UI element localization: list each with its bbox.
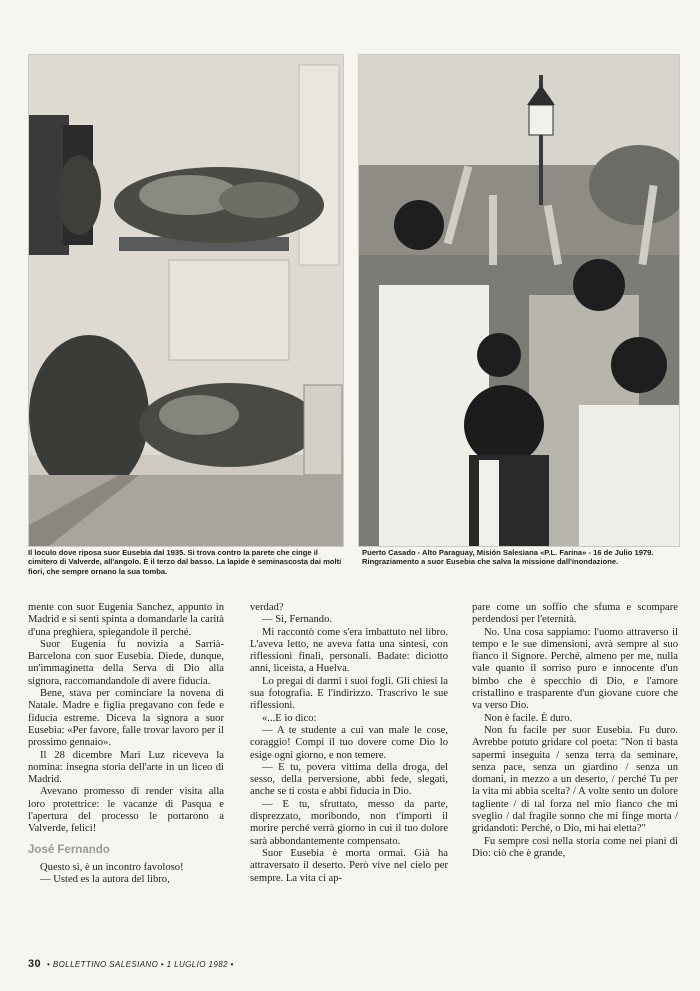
paragraph: Questo sì, è un incontro favoloso! (40, 861, 184, 873)
paragraph: Suor Eugenia fu novizia a Sarrià-Barcelona con suor Eusebia. Diede, dunque, un'immaginetta della Serva di Dio alla signora, raccomandandole di avere fiducia. (28, 638, 224, 687)
publication-line: • BOLLETTINO SALESIANO • 1 LUGLIO 1982 • (47, 960, 234, 969)
paragraph: — E tu, povera vittima della droga, del sesso, della perversione, abbi fede, slegati, anche se ti costa e abbi fiducia in Dio. (250, 761, 448, 798)
caption-mission-text: Ringraziamento a suor Eusebia che salva la missione dall'inondazione. (362, 557, 619, 567)
paragraph: Fu sempre così nella storia come nei piani di Dio: ciò che è grande, (472, 835, 678, 859)
crowd-photo-illustration (359, 55, 679, 546)
tomb-photo-illustration (29, 55, 343, 546)
paragraph: Non è facile. È duro. (484, 712, 573, 724)
paragraph: — Usted es la autora del libro, (40, 874, 170, 886)
paragraph: mente con suor Eugenia Sanchez, appunto in Madrid e si sentì spinta a domandarle la carità d'una preghiera, spiegandole il perché. (28, 602, 224, 638)
paragraph: verdad? (250, 602, 284, 613)
paragraph: — E tu, sfruttato, messo da parte, disprezzato, moribondo, non t'importi il morire perché verrà giorno in cui il tuo dolore sarà abbondantemente compensato. (250, 798, 448, 847)
paragraph: pare come un soffio che sfuma e scompare perdendosi per l'eternità. (472, 602, 678, 626)
article-column-1 (28, 602, 224, 956)
paragraph: «...E io dico: (262, 712, 317, 724)
caption-tomb (28, 548, 342, 576)
caption-mission (362, 548, 678, 567)
caption-mission-place: Puerto Casado - Alto Paraguay, Misión Salesiana «P.L. Farina» - 16 de Julio 1979. (362, 548, 654, 557)
paragraph: Non fu facile per suor Eusebia. Fu duro. Avrebbe potuto gridare col poeta: "Non ti basta sapermi inseguita / senza terra da seminare, senza pace, senza un giardino / senza un domani, in mezzo a un deserto, / perché Tu per la vita mi abbia scelta? / A volte sento un dolore tagliente / di tal forza nel mio fianco che mi sveglio / dal fragile sonno che mi finge morta / gridandoti: Perché, o Dio, mi hai eletta?" (472, 724, 678, 835)
paragraph: Bene, stava per cominciare la novena di Natale. Madre e figlia pregavano con fede e fiducia estreme. Diceva la signora a suor Eusebia: «Per favore, falle trovar lavoro per il prossimo gennaio». (28, 688, 224, 749)
paragraph: Lo pregai di darmi i suoi fogli. Gli chiesi la sua fotografia. E l'indirizzo. Trascrivo le sue riflessioni. (250, 675, 448, 712)
caption-tomb-text: Il loculo dove riposa suor Eusebia dal 1935. Si trova contro la parete che cinge il cimitero di Valverde, all'angolo. È il terzo dal basso. La lapide è seminascosta dai molti fiori, che sempre ornano la sua tomba. (28, 548, 342, 576)
paragraph: No. Una cosa sappiamo: l'uomo attraverso il tempo e le sue dimensioni, avrà sempre al suo fianco il Signore. Perché, almeno per me, nulla vale quanto il sorriso puro e innocente d'un bimbo che è specchio di Dio, e l'amore cristallino e trasparente d'un giovane cuore che va verso Dio. (472, 626, 678, 712)
paragraph: Avevano promesso di render visita alla loro protettrice: le vacanze di Pasqua e l'apertura del processo le portarono a Valverde, felici! (28, 786, 224, 835)
photo-tomb (28, 54, 344, 547)
paragraph: Mi raccontò come s'era imbattuto nel libro. L'aveva letto, ne aveva fatta una sintesi, con riflessioni finali, personali. Badate: diciotto anni, liceista, a Huelva. (250, 626, 448, 675)
photo-mission-crowd (358, 54, 680, 547)
paragraph: Suor Eusebia è morta ormai. Già ha attraversato il deserto. Però vive nel cielo per sempre. La vita ci ap- (250, 847, 448, 884)
paragraph: — Sì, Fernando. (262, 614, 333, 626)
paragraph: Il 28 dicembre Mari Luz riceveva la nomina: insegna storia dell'arte in un liceo di Madrid. (28, 749, 224, 786)
page-number: 30 (28, 958, 42, 970)
section-signature: José Fernando (28, 843, 110, 856)
article-column-2 (250, 602, 448, 956)
article-column-3 (472, 602, 678, 956)
page-footer (28, 958, 678, 972)
paragraph: — A te studente a cui van male le cose, coraggio! Compi il tuo dovere come Dio lo esige ogni giorno, e non temere. (250, 724, 448, 761)
